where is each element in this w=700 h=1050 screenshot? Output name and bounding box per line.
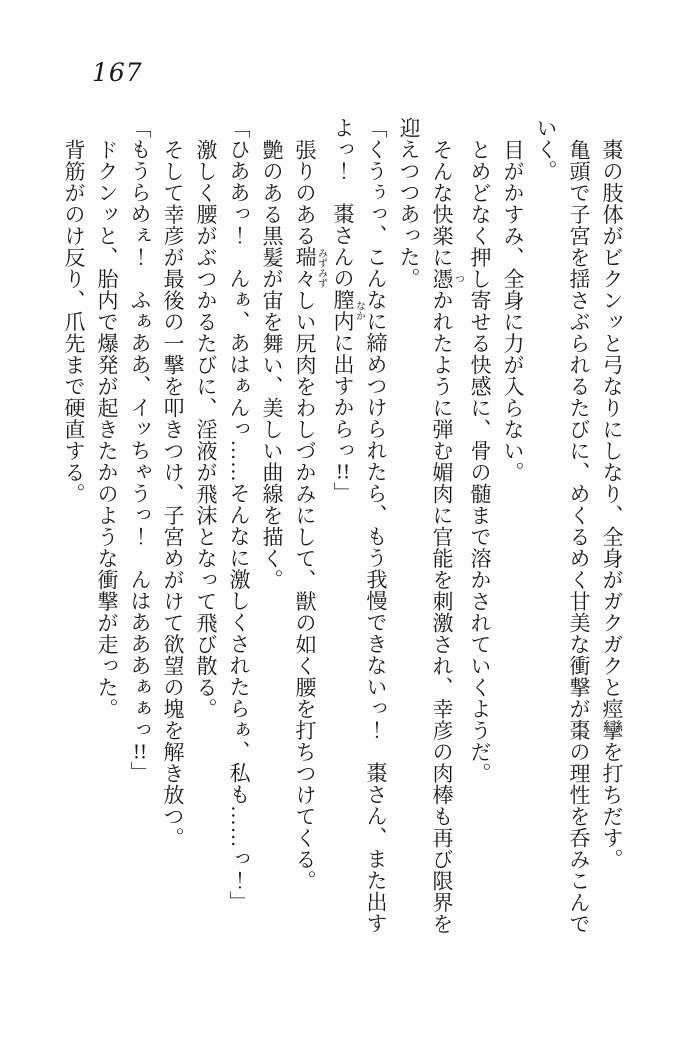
paragraph: 亀頭で子宮を揺さぶられるたびに、めくるめく甘美な衝撃が棗の理性を呑みこんでいく。 [534, 117, 591, 934]
ruby-annotated-word: 憑つ [430, 267, 464, 289]
paragraph: 張りのある瑞々みずみずしい尻肉をわしづかみにして、獣の如く腰を打ちつけてくる。 [293, 138, 327, 891]
text-block [57, 117, 628, 935]
tate-chu-yoko: !! [133, 740, 147, 762]
ruby-annotated-word: 膣内なか [331, 289, 365, 332]
paragraph: そして幸彦が最後の一撃を叩きつけ、子宮めがけて欲望の塊を解き放つ。 [161, 138, 185, 848]
paragraph: 目がかすみ、全身に力が入らない。 [501, 138, 525, 483]
paragraph: 激しく腰がぶつかるたびに、淫液が飛沫となって飛び散る。 [194, 138, 218, 719]
paragraph: そんな快楽に憑つかれたように弾む媚肉に官能を刺激され、幸彦の肉棒も再び限界を迎えつつあった。 [397, 117, 464, 934]
paragraph: 棗の肢体がビクンッと弓なりにしなり、全身がガクガクと痙攣を打ちだす。 [600, 138, 624, 870]
ruby-annotated-word: 瑞々みずみず [293, 246, 327, 289]
paragraph: 「ひああっ！ んぁ、あはぁんっ……そんなに激しくされたらぁ、私も……っ！」 [227, 117, 251, 913]
paragraph: とめどなく押し寄せる快感に、骨の髄まで溶かされていくようだ。 [468, 138, 492, 784]
paragraph: 艶のある黒髪が宙を舞い、美しい曲線を描く。 [260, 138, 284, 590]
page-number: 167 [92, 58, 143, 87]
paragraph: 「もうらめぇ！ ふぁああ、イッちゃうっ！ んはあああぁぁっ!!」 [128, 117, 152, 783]
paragraph: 背筋がのけ反り、爪先まで硬直する。 [62, 138, 86, 504]
tate-chu-yoko: !! [336, 461, 350, 482]
paragraph: ドクンッと、胎内で爆発が起きたかのような衝撃が走った。 [95, 138, 119, 719]
paragraph: 「くうぅっ、こんなに締めつけられたら、もう我慢できないっ！ 棗さん、また出すよっ！ 棗さんの膣内なかに出すからっ!!」 [331, 117, 388, 934]
